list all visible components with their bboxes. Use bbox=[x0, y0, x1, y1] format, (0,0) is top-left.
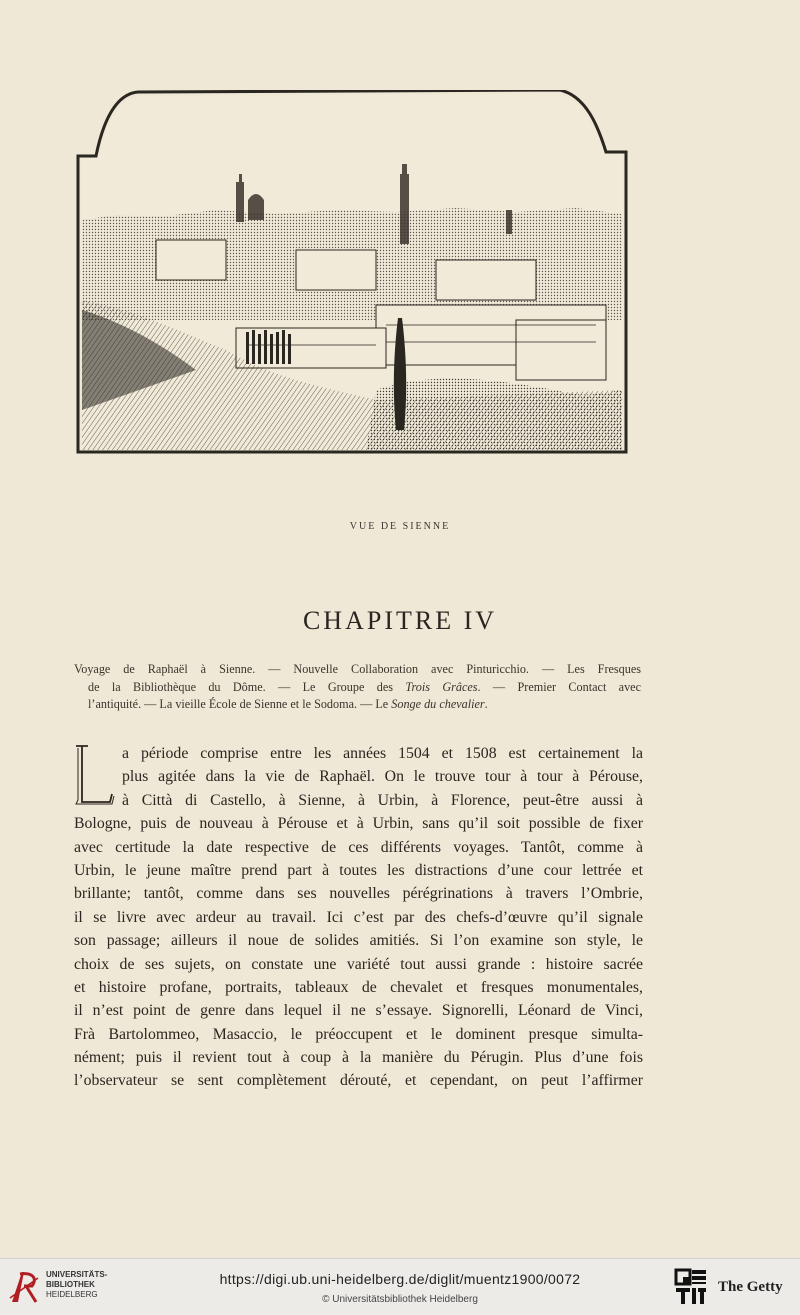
permalink-url[interactable]: https://digi.ub.uni-heidelberg.de/diglit/muentz1900/0072 bbox=[219, 1271, 581, 1287]
engraving-view-of-siena bbox=[76, 90, 628, 490]
summary-line: de la Bibliothèque du Dôme. — Le Groupe des Trois Grâces. — Premier Contact avec bbox=[88, 679, 642, 694]
summary-line: Voyage de Raphaël à Sienne. — Nouvelle Collaboration avec Pinturicchio. — Les Fresques bbox=[74, 662, 641, 676]
copyright-notice: © Universitätsbibliothek Heidelberg bbox=[322, 1294, 478, 1305]
svg-text:L: L bbox=[72, 744, 73, 745]
summary-line: l’antiquité. — La vieille École de Sienne et le Sodoma. — Le Songe du chevalier. bbox=[88, 697, 488, 711]
body-line: brillante; tantôt, comme dans ses nouvelles pérégrinations à travers l’Ombrie, bbox=[74, 885, 643, 903]
body-line: à Città di Castello, à Sienne, à Urbin, à Florence, peut-être aussi à bbox=[122, 791, 643, 809]
body-line: Bologne, puis de nouveau à Pérouse et à Urbin, sans qu’il soit possible de fixer bbox=[74, 815, 643, 833]
body-line: et histoire profane, portraits, tableaux de chevalet et fresques monumentales, bbox=[74, 978, 643, 996]
getty-logo-icon[interactable] bbox=[674, 1268, 708, 1306]
chapter-title: CHAPITRE IV bbox=[302, 606, 498, 635]
body-line: choix de ses sujets, on constate une variété tout aussi grande : histoire sacrée bbox=[74, 955, 643, 973]
body-line: il se livre avec ardeur au travail. Ici c’est par des chefs-d’œuvre qu’il signale bbox=[74, 908, 643, 926]
chapter-summary bbox=[74, 661, 641, 714]
dropcap-letter bbox=[72, 744, 116, 806]
plate-caption: VUE DE SIENNE bbox=[349, 521, 451, 532]
body-line: nément; puis il revient tout à coup à la manière du Pérugin. Plus d’une fois bbox=[74, 1049, 643, 1067]
body-line: plus agitée dans la vie de Raphaël. On le trouve tour à tour à Pérouse, bbox=[122, 768, 643, 786]
body-text bbox=[74, 742, 643, 1093]
body-line: il n’est point de genre dans lequel il ne s’essaye. Signorelli, Léonard de Vinci, bbox=[74, 1002, 643, 1020]
university-library-name: UNIVERSITÄTS- BIBLIOTHEK HEIDELBERG bbox=[46, 1270, 108, 1299]
body-line: a période comprise entre les années 1504 et 1508 est certainement la bbox=[122, 745, 643, 762]
body-line: avec certitude la date respective de ces différents voyages. Tantôt, comme à bbox=[74, 838, 643, 856]
getty-name: The Getty bbox=[718, 1279, 783, 1295]
body-line: Urbin, le jeune maître prend part à toutes les distractions d’une cour lettrée et bbox=[74, 861, 643, 879]
body-line: son passage; ailleurs il noue de solides amitiés. Si l’on examine son style, le bbox=[74, 932, 643, 950]
viewer-footer bbox=[0, 1258, 800, 1315]
body-line: Frà Bartolommeo, Masaccio, le préoccupent et le dominent presque simulta- bbox=[74, 1025, 643, 1043]
body-line: l’observateur se sent complètement dérouté, et cependant, on peut l’affirmer bbox=[74, 1072, 643, 1090]
